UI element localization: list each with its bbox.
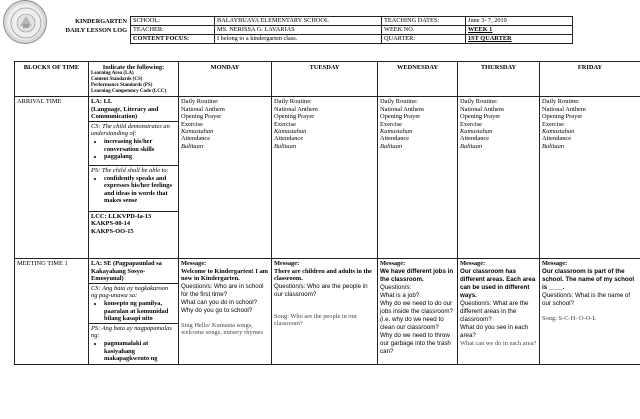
quarter-label: QUARTER:	[382, 35, 466, 44]
question-text: What can you do in school?	[181, 298, 258, 306]
message-label: Message:	[274, 260, 300, 268]
arrival-cs-list	[91, 138, 176, 160]
routine-item: Exercise	[380, 120, 402, 128]
meeting-cs-item: • konsepto ng pamilya, paaralan at komunidad bilang kasapi nito	[104, 300, 176, 322]
week-value: WEEK 1	[468, 26, 493, 33]
message-text: There are children and adults in the classroom.	[274, 267, 373, 283]
arrival-indicators	[89, 97, 179, 259]
indicate-item: Learning Area (LA)	[91, 71, 134, 77]
deped-seal-logo	[3, 0, 47, 44]
log-title-line1: KINDERGARTEN	[75, 18, 127, 25]
log-title-line2: DAILY LESSON LOG	[65, 27, 127, 34]
routine-item: Opening Prayer	[274, 113, 315, 121]
routine-item: National Anthem	[542, 105, 586, 113]
routine-item: Kamustahan	[181, 128, 214, 136]
meeting-monday	[179, 259, 272, 364]
col-monday: MONDAY	[179, 62, 272, 97]
message-text: Welcome to Kindergarten! I am now in Kindergarten.	[181, 267, 268, 283]
routine-item: Exercise	[460, 120, 482, 128]
arrival-wednesday	[378, 97, 458, 259]
routine-item: Balitaan	[380, 142, 403, 150]
question-text: Why do you go to school?	[181, 306, 253, 314]
header-info-table	[130, 16, 573, 44]
routine-item: Exercise	[274, 120, 296, 128]
question-text: Why do we need to throw our garbage into the trash can?	[380, 331, 451, 355]
routine-item: Attendance	[181, 135, 211, 143]
content-focus-label: CONTENT FOCUS:	[131, 35, 215, 44]
question-text: Question/s:	[380, 283, 412, 291]
question-text: What is a job?	[380, 291, 420, 299]
message-text: Our classroom is part of the school. The name of my school is ____.	[542, 267, 635, 291]
arrival-cs: CS: The child demonstrates an understanding of:	[89, 121, 178, 139]
song-text: Song: Who are the people in our classroom?	[274, 312, 357, 328]
song-text: What can we do in each area?	[460, 339, 537, 347]
indicate-item: Performance Standards (PS)	[91, 83, 153, 89]
teacher-value: MS. NERISSA G. LAVARIAS	[215, 26, 382, 35]
message-label: Message:	[181, 260, 207, 268]
routine-item: National Anthem	[181, 105, 225, 113]
arrival-ps-list	[91, 175, 176, 205]
message-label: Message:	[380, 260, 406, 268]
school-label: SCHOOL:	[131, 17, 215, 26]
arrival-monday	[179, 97, 272, 259]
meeting-wednesday	[378, 259, 458, 364]
routine-item: Balitaan	[460, 142, 483, 150]
arrival-thursday	[458, 97, 540, 259]
meeting-tuesday	[272, 259, 378, 364]
song-text: Song: S-C-H- O-O-L	[542, 314, 597, 322]
arrival-time-row	[15, 97, 640, 259]
message-label: Message:	[460, 260, 486, 268]
question-text: Question/s: Who are the people in our classroom?	[274, 282, 368, 298]
arrival-block-label: ARRIVAL TIME	[15, 97, 89, 259]
column-header-row	[15, 62, 640, 97]
arrival-ps: PS: The child shall be able to:	[89, 165, 178, 175]
header-row-content	[131, 35, 573, 44]
meeting-time-row	[15, 259, 640, 364]
col-indicate	[89, 62, 179, 97]
routine-item: Kamustahan	[274, 128, 307, 136]
arrival-cs-item: • increasing his/her conversation skills	[104, 138, 176, 153]
teaching-dates-value: June 3- 7, 2019	[466, 17, 573, 26]
meeting-indicators	[89, 259, 179, 364]
arrival-lcc-code: LCC: LLKVPD-Ia-13	[91, 212, 152, 220]
routine-item: National Anthem	[274, 105, 318, 113]
question-text: Question/s: What are the different areas in the classroom?	[460, 299, 529, 323]
lesson-log-table	[14, 61, 640, 365]
content-focus-value: I belong to a kindergarten class.	[215, 35, 382, 44]
indicate-title: Indicate the following:	[102, 64, 165, 71]
routine-item: Opening Prayer	[542, 113, 583, 121]
teacher-label: TEACHER:	[131, 26, 215, 35]
header-row-teacher	[131, 26, 573, 35]
routine-item: Exercise	[181, 120, 203, 128]
routine-heading: Daily Routine:	[460, 98, 498, 106]
routine-item: Kamustahan	[542, 128, 575, 136]
meeting-ps-list	[91, 340, 176, 362]
indicate-item: Learning Competency Code (LCC)	[91, 89, 167, 95]
meeting-block-label: MEETING TIME 1	[15, 259, 89, 364]
meeting-cs: CS: Ang bata ay nagkakaroon ng pag-unawa sa:	[89, 283, 178, 301]
routine-item: Attendance	[380, 135, 410, 143]
routine-heading: Daily Routine:	[181, 98, 219, 106]
routine-item: Attendance	[542, 135, 572, 143]
routine-item: Attendance	[274, 135, 304, 143]
routine-item: Kamustahan	[460, 128, 493, 136]
meeting-cs-list	[91, 300, 176, 322]
meeting-la: LA: SE (Pagpapaunlad sa Kakayahang Sosyo-Emosyunal)	[91, 260, 162, 283]
arrival-lcc-code: KAKPS-00-14	[91, 220, 131, 228]
school-value: BALAYBUAYA ELEMENTARY SCHOOL	[215, 17, 382, 26]
quarter-value: 1ST QUARTER	[468, 35, 512, 42]
arrival-lcc	[89, 211, 178, 236]
question-text: Question/s: Who are in school for the first time?	[181, 282, 264, 298]
meeting-ps: PS: Ang bata ay nagpapamalas ng:	[89, 323, 178, 341]
arrival-ps-item: • confidently speaks and expresses his/her feelings and ideas in words that makes sense	[104, 175, 176, 205]
arrival-friday	[540, 97, 640, 259]
header-row-school	[131, 17, 573, 26]
col-wednesday: WEDNESDAY	[378, 62, 458, 97]
arrival-tuesday	[272, 97, 378, 259]
question-text: Why do we need to do our jobs inside the classroom? (i.e. why do we need to clean our classroom?	[380, 299, 453, 331]
teaching-dates-label: TEACHING DATES:	[382, 17, 466, 26]
routine-item: Kamustahan	[380, 128, 413, 136]
routine-item: Balitaan	[542, 142, 565, 150]
routine-item: Exercise	[542, 120, 564, 128]
log-title	[52, 17, 127, 35]
routine-item: National Anthem	[460, 105, 504, 113]
col-blocks-of-time: BLOCKS OF TIME	[15, 62, 89, 97]
routine-heading: Daily Routine:	[274, 98, 312, 106]
routine-item: Balitaan	[274, 142, 297, 150]
routine-item: National Anthem	[380, 105, 424, 113]
routine-heading: Daily Routine:	[542, 98, 580, 106]
routine-item: Opening Prayer	[460, 113, 501, 121]
arrival-lcc-code: KAKPS-OO-15	[91, 227, 134, 235]
arrival-cs-item: • paggalang	[104, 153, 176, 160]
song-text: Sing Hello/ Kumusta songs, welcome songs, nursery rhymes	[181, 321, 263, 337]
indicate-item: Content Standards (CS)	[91, 77, 143, 83]
meeting-friday	[540, 259, 640, 364]
col-friday: FRIDAY	[540, 62, 640, 97]
routine-item: Attendance	[460, 135, 490, 143]
arrival-la: LA: LL	[91, 98, 113, 106]
question-text: Question/s: What is the name of our school?	[542, 291, 631, 307]
col-thursday: THURSDAY	[458, 62, 540, 97]
routine-heading: Daily Routine:	[380, 98, 418, 106]
message-text: We have different jobs in the classroom.	[380, 267, 454, 283]
meeting-ps-item: • pagmamalaki at kasiyahang makapagkwento ng	[104, 340, 176, 362]
week-label: WEEK NO.	[382, 26, 466, 35]
meeting-thursday	[458, 259, 540, 364]
col-tuesday: TUESDAY	[272, 62, 378, 97]
message-label: Message:	[542, 260, 568, 268]
arrival-la-full: (Language, Literacy and Communication)	[91, 105, 159, 121]
message-text: Our classroom has different areas. Each area can be used in different ways.	[460, 267, 536, 299]
routine-item: Opening Prayer	[181, 113, 222, 121]
question-text: What do you see in each area?	[460, 323, 529, 339]
routine-item: Opening Prayer	[380, 113, 421, 121]
routine-item: Balitaan	[181, 142, 204, 150]
